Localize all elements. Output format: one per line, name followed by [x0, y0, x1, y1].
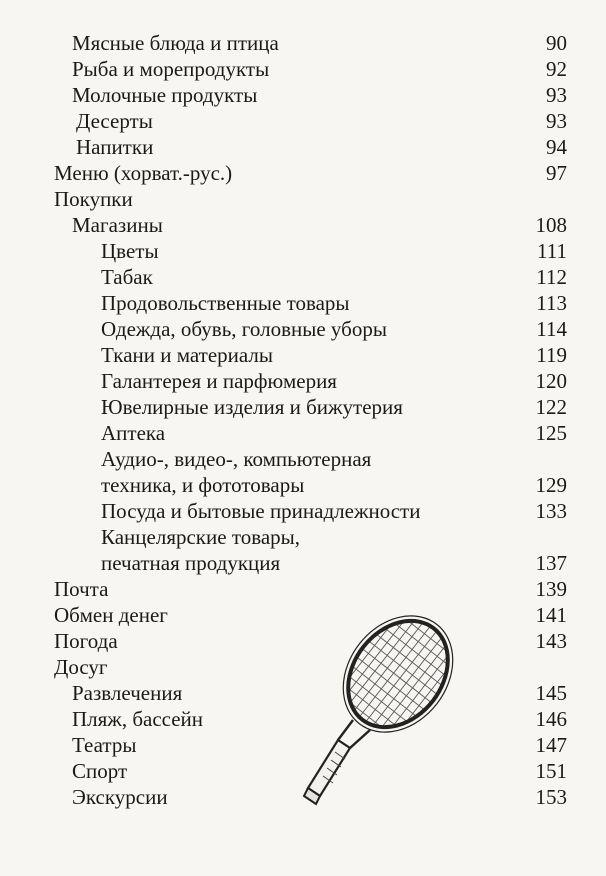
- toc-label: Продовольственные товары: [101, 291, 350, 315]
- toc-label: Театры: [72, 733, 137, 757]
- toc-page: 145: [535, 681, 567, 705]
- toc-entry-menu: [0, 160, 606, 186]
- toc-label: Посуда и бытовые принадлежности: [101, 499, 421, 523]
- toc-entry-haberdashery: [0, 368, 606, 394]
- toc-page: 129: [535, 473, 567, 497]
- toc-label: Обмен денег: [54, 603, 168, 627]
- toc-page: 93: [546, 109, 567, 133]
- toc-page: 137: [535, 551, 567, 575]
- toc-entry-drinks: [0, 134, 606, 160]
- toc-entry-fish-seafood: [0, 56, 606, 82]
- toc-entry-clothing: [0, 316, 606, 342]
- toc-entry-post: [0, 576, 606, 602]
- toc-page: 108: [535, 213, 567, 237]
- toc-label: Канцелярские товары,: [101, 525, 301, 549]
- toc-page: 125: [535, 421, 567, 445]
- toc-page: 146: [535, 707, 567, 731]
- toc-entry-electronics: [0, 446, 606, 498]
- toc-page: 139: [535, 577, 567, 601]
- toc-label: Досуг: [54, 655, 108, 679]
- toc-page: 93: [546, 83, 567, 107]
- toc-label: Галантерея и парфюмерия: [101, 369, 337, 393]
- tennis-racket-icon: [298, 612, 458, 812]
- toc-page: 151: [535, 759, 567, 783]
- toc-page: 111: [537, 239, 567, 263]
- toc-label: Магазины: [72, 213, 163, 237]
- toc-label: Аудио-, видео-, компьютерная: [101, 447, 372, 471]
- toc-label: Одежда, обувь, головные уборы: [101, 317, 387, 341]
- toc-page: 141: [535, 603, 567, 627]
- toc-label: Мясные блюда и птица: [72, 31, 279, 55]
- toc-page: 90: [546, 31, 567, 55]
- toc-label: Пляж, бассейн: [72, 707, 204, 731]
- toc-label: Табак: [101, 265, 153, 289]
- toc-label: Почта: [54, 577, 109, 601]
- toc-label-continued: техника, и фототовары: [101, 473, 305, 497]
- toc-label-continued: печатная продукция: [101, 551, 281, 575]
- toc-entry-groceries: [0, 290, 606, 316]
- toc-page: 153: [535, 785, 567, 809]
- toc-label: Погода: [54, 629, 118, 653]
- toc-page: 97: [546, 161, 567, 185]
- toc-label: Ткани и материалы: [101, 343, 273, 367]
- toc-entry-shopping: [0, 186, 606, 212]
- toc-label: Рыба и морепродукты: [72, 57, 270, 81]
- toc-label: Экскурсии: [72, 785, 168, 809]
- toc-entry-tobacco: [0, 264, 606, 290]
- toc-label: Напитки: [76, 135, 154, 159]
- toc-page: 120: [535, 369, 567, 393]
- toc-entry-stationery: [0, 524, 606, 576]
- toc-label: Десерты: [76, 109, 153, 133]
- toc-entry-jewelry: [0, 394, 606, 420]
- toc-page: 92: [546, 57, 567, 81]
- toc-page: 94: [546, 135, 567, 159]
- toc-page: 119: [536, 343, 567, 367]
- toc-label: Аптека: [101, 421, 166, 445]
- toc-label: Ювелирные изделия и бижутерия: [101, 395, 403, 419]
- toc-entry-pharmacy: [0, 420, 606, 446]
- toc-page: 122: [535, 395, 567, 419]
- toc-label: Цветы: [101, 239, 159, 263]
- toc-entry-flowers: [0, 238, 606, 264]
- toc-page: 114: [536, 317, 567, 341]
- toc-page: 133: [535, 499, 567, 523]
- toc-label: Спорт: [72, 759, 128, 783]
- toc-entry-meat-poultry: [0, 30, 606, 56]
- toc-entry-fabrics: [0, 342, 606, 368]
- toc-label: Развлечения: [72, 681, 183, 705]
- toc-label: Молочные продукты: [72, 83, 258, 107]
- toc-entry-desserts: [0, 108, 606, 134]
- toc-page: 113: [536, 291, 567, 315]
- toc-label: Покупки: [54, 187, 133, 211]
- toc-entry-tableware: [0, 498, 606, 524]
- toc-page: 112: [536, 265, 567, 289]
- toc-page: 147: [535, 733, 567, 757]
- toc-entry-dairy: [0, 82, 606, 108]
- toc-label: Меню (хорват.-рус.): [54, 161, 233, 185]
- toc-page: 143: [535, 629, 567, 653]
- toc-entry-shops: [0, 212, 606, 238]
